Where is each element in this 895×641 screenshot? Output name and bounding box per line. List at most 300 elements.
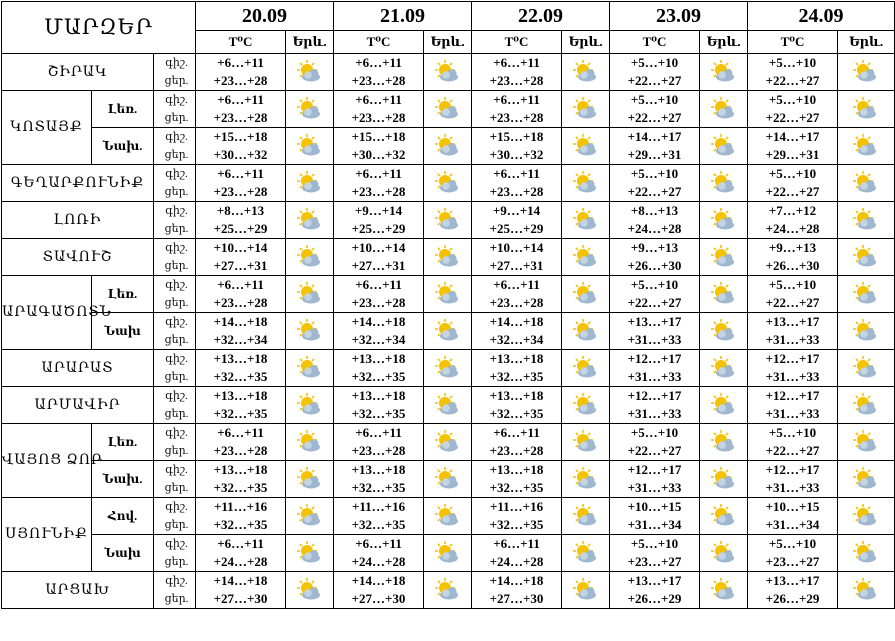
weather-icon-cell	[700, 572, 748, 609]
night-label: գիշ.	[165, 168, 188, 180]
night-temp: +14…+18	[489, 314, 544, 329]
table-row	[2, 424, 895, 461]
night-temp: +10…+14	[489, 240, 544, 255]
weather-icon-cell	[562, 276, 610, 313]
temperature-cell	[610, 239, 700, 276]
weather-icon-cell	[700, 276, 748, 313]
day-temp: +27…+31	[213, 258, 268, 273]
sun-behind-cloud-icon	[434, 468, 462, 490]
day-label: ցեր.	[164, 334, 189, 346]
date-header: 24.09	[748, 2, 895, 31]
temperature-cell	[334, 535, 424, 572]
temperature-cell	[334, 54, 424, 91]
night-temp: +6…+11	[355, 277, 402, 292]
sun-behind-cloud-icon	[710, 357, 738, 379]
sun-behind-cloud-icon	[852, 579, 880, 601]
table-body	[2, 54, 895, 609]
day-temp: +32…+35	[213, 480, 268, 495]
night-temp: +5…+10	[768, 277, 817, 292]
sun-behind-cloud-icon	[434, 320, 462, 342]
night-label: գիշ.	[165, 353, 188, 365]
subregion-label: Նախ	[92, 313, 154, 350]
sun-behind-cloud-icon	[296, 246, 324, 268]
weather-icon-cell	[562, 239, 610, 276]
temperature-cell	[196, 276, 286, 313]
night-temp: +6…+11	[355, 92, 402, 107]
night-temp: +5…+10	[768, 425, 817, 440]
weather-icon-cell	[286, 128, 334, 165]
sun-behind-cloud-icon	[434, 246, 462, 268]
weather-icon-cell	[424, 165, 472, 202]
weather-icon-cell	[562, 461, 610, 498]
temperature-cell	[748, 572, 838, 609]
sun-behind-cloud-icon	[434, 98, 462, 120]
day-temp: +26…+30	[627, 258, 682, 273]
night-temp: +6…+11	[493, 55, 540, 70]
temperature-cell	[610, 91, 700, 128]
temperature-cell	[610, 276, 700, 313]
day-temp: +30…+32	[213, 147, 268, 162]
day-temp: +23…+28	[489, 184, 544, 199]
weather-icon-cell	[838, 387, 895, 424]
sun-behind-cloud-icon	[572, 394, 600, 416]
day-temp: +23…+28	[351, 443, 406, 458]
table-row	[2, 54, 895, 91]
temperature-cell	[334, 91, 424, 128]
night-temp: +13…+18	[351, 351, 406, 366]
sun-behind-cloud-icon	[572, 135, 600, 157]
day-temp: +31…+33	[765, 480, 820, 495]
weather-icon-cell	[700, 461, 748, 498]
day-label: ցեր.	[164, 149, 189, 161]
region-name: ՎԱՅՈՑ ՁՈՐ	[2, 424, 92, 498]
day-temp: +24…+28	[627, 221, 682, 236]
temperature-cell	[748, 535, 838, 572]
temperature-cell	[472, 498, 562, 535]
night-temp: +13…+17	[765, 573, 820, 588]
temperature-cell	[472, 276, 562, 313]
table-row	[2, 535, 895, 572]
day-temp: +29…+31	[765, 147, 820, 162]
temperature-cell	[334, 128, 424, 165]
subregion-label: Լեռ.	[92, 91, 154, 128]
temperature-cell	[334, 239, 424, 276]
day-temp: +31…+34	[627, 517, 682, 532]
temperature-cell	[472, 313, 562, 350]
sun-behind-cloud-icon	[852, 283, 880, 305]
night-temp: +12…+17	[765, 388, 820, 403]
night-temp: +13…+17	[765, 314, 820, 329]
day-temp: +31…+33	[627, 406, 682, 421]
night-temp: +6…+11	[217, 277, 264, 292]
night-temp: +6…+11	[493, 92, 540, 107]
weather-icon-cell	[424, 276, 472, 313]
day-temp: +23…+28	[351, 73, 406, 88]
weather-icon-cell	[286, 572, 334, 609]
weather-icon-cell	[562, 91, 610, 128]
sun-behind-cloud-icon	[852, 431, 880, 453]
night-label: գիշ.	[165, 279, 188, 291]
night-temp: +10…+15	[765, 499, 820, 514]
sun-behind-cloud-icon	[296, 357, 324, 379]
weather-icon-cell	[286, 165, 334, 202]
temperature-cell	[334, 165, 424, 202]
temperature-cell	[472, 535, 562, 572]
weather-icon-cell	[424, 387, 472, 424]
time-of-day-labels	[154, 535, 196, 572]
day-label: ցեր.	[164, 297, 189, 309]
table-row	[2, 313, 895, 350]
weather-icon-cell	[838, 498, 895, 535]
day-temp: +32…+35	[489, 369, 544, 384]
night-temp: +13…+17	[627, 314, 682, 329]
temperature-cell	[748, 128, 838, 165]
day-temp: +23…+28	[351, 295, 406, 310]
weather-icon-cell	[700, 128, 748, 165]
night-temp: +7…+12	[768, 203, 817, 218]
region-name: ՇԻՐԱԿ	[2, 54, 154, 91]
day-temp: +31…+33	[765, 369, 820, 384]
night-temp: +9…+13	[630, 240, 679, 255]
temperature-cell	[334, 387, 424, 424]
temperature-cell	[196, 54, 286, 91]
sun-behind-cloud-icon	[572, 172, 600, 194]
weather-icon-cell	[286, 54, 334, 91]
weather-icon-cell	[700, 498, 748, 535]
day-temp: +23…+27	[627, 554, 682, 569]
night-temp: +5…+10	[630, 425, 679, 440]
day-label: ցեր.	[164, 186, 189, 198]
table-row	[2, 461, 895, 498]
night-temp: +6…+11	[217, 166, 264, 181]
weather-icon-cell	[562, 350, 610, 387]
temperature-cell	[610, 535, 700, 572]
temperature-cell	[610, 387, 700, 424]
day-temp: +23…+28	[351, 184, 406, 199]
night-temp: +9…+14	[354, 203, 403, 218]
weather-icon-cell	[286, 350, 334, 387]
day-temp: +22…+27	[627, 443, 682, 458]
day-temp: +25…+29	[351, 221, 406, 236]
sun-behind-cloud-icon	[434, 209, 462, 231]
night-temp: +5…+10	[630, 536, 679, 551]
night-temp: +12…+17	[627, 388, 682, 403]
day-temp: +24…+28	[213, 554, 268, 569]
day-temp: +23…+28	[489, 295, 544, 310]
temperature-cell	[196, 350, 286, 387]
night-temp: +6…+11	[493, 277, 540, 292]
day-temp: +22…+27	[765, 73, 820, 88]
day-temp: +32…+35	[351, 480, 406, 495]
night-temp: +5…+10	[630, 277, 679, 292]
night-temp: +15…+18	[213, 129, 268, 144]
day-temp: +27…+30	[213, 591, 268, 606]
temperature-cell	[334, 313, 424, 350]
night-temp: +6…+11	[355, 55, 402, 70]
night-label: գիշ.	[165, 575, 188, 587]
temperature-cell	[610, 165, 700, 202]
sun-behind-cloud-icon	[572, 357, 600, 379]
sun-behind-cloud-icon	[710, 505, 738, 527]
night-temp: +13…+18	[489, 462, 544, 477]
subregion-label: Նախ.	[92, 128, 154, 165]
night-label: գիշ.	[165, 205, 188, 217]
night-temp: +11…+16	[213, 499, 268, 514]
day-temp: +26…+29	[627, 591, 682, 606]
night-temp: +14…+18	[489, 573, 544, 588]
night-temp: +11…+16	[351, 499, 406, 514]
night-label: գիշ.	[165, 464, 188, 476]
weather-icon-cell	[700, 424, 748, 461]
night-temp: +14…+17	[765, 129, 820, 144]
day-temp: +23…+28	[489, 443, 544, 458]
day-temp: +32…+34	[489, 332, 544, 347]
temperature-cell	[610, 54, 700, 91]
region-name: ԱՐԱՐԱՏ	[2, 350, 154, 387]
weather-icon-cell	[424, 350, 472, 387]
night-temp: +13…+18	[351, 462, 406, 477]
night-temp: +14…+18	[351, 573, 406, 588]
region-name: ԱՐՄԱՎԻՐ	[2, 387, 154, 424]
day-temp: +23…+28	[213, 110, 268, 125]
day-temp: +32…+35	[351, 369, 406, 384]
sun-behind-cloud-icon	[572, 283, 600, 305]
day-temp: +25…+29	[489, 221, 544, 236]
day-label: ցեր.	[164, 482, 189, 494]
regions-header: ՄԱՐԶԵՐ	[2, 2, 196, 54]
table-row	[2, 202, 895, 239]
day-temp: +22…+27	[765, 110, 820, 125]
weather-icon-cell	[562, 424, 610, 461]
day-temp: +32…+35	[489, 480, 544, 495]
temperature-cell	[196, 535, 286, 572]
night-temp: +10…+14	[351, 240, 406, 255]
day-temp: +31…+33	[765, 406, 820, 421]
weather-icon-cell	[838, 91, 895, 128]
temperature-cell	[748, 387, 838, 424]
day-temp: +22…+27	[765, 295, 820, 310]
temp-column-header: T⁰C	[472, 31, 562, 54]
night-temp: +10…+14	[213, 240, 268, 255]
temperature-cell	[196, 313, 286, 350]
night-temp: +5…+10	[630, 166, 679, 181]
temperature-cell	[196, 424, 286, 461]
night-temp: +6…+11	[355, 425, 402, 440]
temperature-cell	[610, 424, 700, 461]
temperature-cell	[472, 461, 562, 498]
temperature-cell	[334, 572, 424, 609]
day-temp: +27…+30	[489, 591, 544, 606]
sun-behind-cloud-icon	[434, 135, 462, 157]
temperature-cell	[196, 387, 286, 424]
weather-icon-cell	[286, 202, 334, 239]
weather-icon-cell	[286, 498, 334, 535]
night-temp: +13…+18	[489, 351, 544, 366]
night-temp: +8…+13	[216, 203, 265, 218]
temperature-cell	[196, 461, 286, 498]
day-temp: +32…+35	[213, 517, 268, 532]
sun-behind-cloud-icon	[296, 542, 324, 564]
day-temp: +31…+33	[765, 332, 820, 347]
temperature-cell	[472, 424, 562, 461]
weather-icon-cell	[838, 276, 895, 313]
temp-column-header: T⁰C	[196, 31, 286, 54]
sun-behind-cloud-icon	[434, 579, 462, 601]
night-temp: +8…+13	[630, 203, 679, 218]
day-temp: +31…+33	[627, 480, 682, 495]
weather-icon-cell	[700, 350, 748, 387]
sun-behind-cloud-icon	[572, 579, 600, 601]
day-label: ցեր.	[164, 371, 189, 383]
sun-behind-cloud-icon	[710, 283, 738, 305]
sun-behind-cloud-icon	[296, 209, 324, 231]
day-label: ցեր.	[164, 75, 189, 87]
night-temp: +5…+10	[768, 536, 817, 551]
sun-behind-cloud-icon	[710, 394, 738, 416]
weather-icon-cell	[424, 535, 472, 572]
weather-icon-cell	[838, 313, 895, 350]
sun-behind-cloud-icon	[852, 98, 880, 120]
table-row	[2, 350, 895, 387]
temperature-cell	[472, 54, 562, 91]
weather-icon-cell	[286, 461, 334, 498]
region-name: ԼՈՌԻ	[2, 202, 154, 239]
day-temp: +26…+30	[765, 258, 820, 273]
day-temp: +22…+27	[627, 73, 682, 88]
night-temp: +15…+18	[351, 129, 406, 144]
temperature-cell	[472, 239, 562, 276]
temperature-cell	[334, 350, 424, 387]
region-name: ԿՈՏԱՅՔ	[2, 91, 92, 165]
table-row	[2, 276, 895, 313]
night-temp: +12…+17	[765, 462, 820, 477]
night-temp: +15…+18	[489, 129, 544, 144]
night-temp: +6…+11	[217, 425, 264, 440]
weather-icon-cell	[700, 239, 748, 276]
weather-icon-cell	[424, 239, 472, 276]
weather-icon-cell	[424, 91, 472, 128]
sun-behind-cloud-icon	[710, 431, 738, 453]
night-label: գիշ.	[165, 242, 188, 254]
sun-behind-cloud-icon	[296, 431, 324, 453]
table-row	[2, 128, 895, 165]
weather-icon-cell	[286, 387, 334, 424]
temperature-cell	[610, 128, 700, 165]
sun-behind-cloud-icon	[296, 283, 324, 305]
temperature-cell	[748, 313, 838, 350]
night-label: գիշ.	[165, 501, 188, 513]
weather-icon-cell	[562, 165, 610, 202]
day-temp: +32…+34	[213, 332, 268, 347]
night-temp: +12…+17	[627, 462, 682, 477]
night-temp: +5…+10	[630, 55, 679, 70]
sun-behind-cloud-icon	[710, 209, 738, 231]
temperature-cell	[196, 128, 286, 165]
sun-behind-cloud-icon	[296, 505, 324, 527]
temperature-cell	[196, 165, 286, 202]
subregion-label: Լեռ.	[92, 424, 154, 461]
temperature-cell	[748, 91, 838, 128]
night-temp: +10…+15	[627, 499, 682, 514]
time-of-day-labels	[154, 350, 196, 387]
temperature-cell	[610, 498, 700, 535]
temperature-cell	[196, 572, 286, 609]
night-label: գիշ.	[165, 316, 188, 328]
sun-behind-cloud-icon	[852, 357, 880, 379]
day-temp: +26…+29	[765, 591, 820, 606]
time-of-day-labels	[154, 165, 196, 202]
weather-icon-cell	[838, 572, 895, 609]
sun-behind-cloud-icon	[572, 61, 600, 83]
weather-icon-cell	[562, 535, 610, 572]
day-temp: +22…+27	[765, 443, 820, 458]
day-temp: +22…+27	[627, 110, 682, 125]
subregion-label: Հով.	[92, 498, 154, 535]
day-temp: +31…+34	[765, 517, 820, 532]
temperature-cell	[196, 91, 286, 128]
time-of-day-labels	[154, 128, 196, 165]
temp-column-header: T⁰C	[748, 31, 838, 54]
table-row	[2, 165, 895, 202]
temperature-cell	[748, 424, 838, 461]
temperature-cell	[334, 424, 424, 461]
sun-behind-cloud-icon	[434, 505, 462, 527]
day-temp: +32…+35	[213, 369, 268, 384]
night-temp: +5…+10	[768, 92, 817, 107]
temperature-cell	[334, 276, 424, 313]
night-label: գիշ.	[165, 94, 188, 106]
sun-behind-cloud-icon	[434, 61, 462, 83]
sun-behind-cloud-icon	[296, 135, 324, 157]
day-label: ցեր.	[164, 593, 189, 605]
time-of-day-labels	[154, 387, 196, 424]
night-temp: +6…+11	[493, 425, 540, 440]
sun-behind-cloud-icon	[296, 320, 324, 342]
sun-behind-cloud-icon	[710, 542, 738, 564]
sun-behind-cloud-icon	[572, 246, 600, 268]
day-label: ցեր.	[164, 445, 189, 457]
sun-behind-cloud-icon	[434, 283, 462, 305]
temperature-cell	[472, 350, 562, 387]
weather-icon-cell	[424, 128, 472, 165]
day-temp: +32…+35	[489, 406, 544, 421]
day-temp: +32…+35	[351, 517, 406, 532]
temperature-cell	[472, 387, 562, 424]
night-label: գիշ.	[165, 538, 188, 550]
table-row	[2, 91, 895, 128]
day-temp: +27…+31	[351, 258, 406, 273]
sun-behind-cloud-icon	[710, 98, 738, 120]
sun-behind-cloud-icon	[852, 320, 880, 342]
sun-behind-cloud-icon	[572, 320, 600, 342]
region-name: ՍՅՈՒՆԻՔ	[2, 498, 92, 572]
night-temp: +9…+13	[768, 240, 817, 255]
weather-icon-cell	[562, 202, 610, 239]
day-temp: +23…+28	[213, 73, 268, 88]
temperature-cell	[334, 498, 424, 535]
table-row	[2, 387, 895, 424]
night-temp: +6…+11	[217, 55, 264, 70]
sun-behind-cloud-icon	[852, 505, 880, 527]
sun-behind-cloud-icon	[572, 542, 600, 564]
temperature-cell	[748, 202, 838, 239]
region-name: ԱՐԱԳԱԾՈՏՆ	[2, 276, 92, 350]
weather-icon-cell	[700, 387, 748, 424]
sun-behind-cloud-icon	[710, 61, 738, 83]
temperature-cell	[472, 165, 562, 202]
temperature-cell	[748, 239, 838, 276]
sky-column-header: Երև.	[562, 31, 610, 54]
